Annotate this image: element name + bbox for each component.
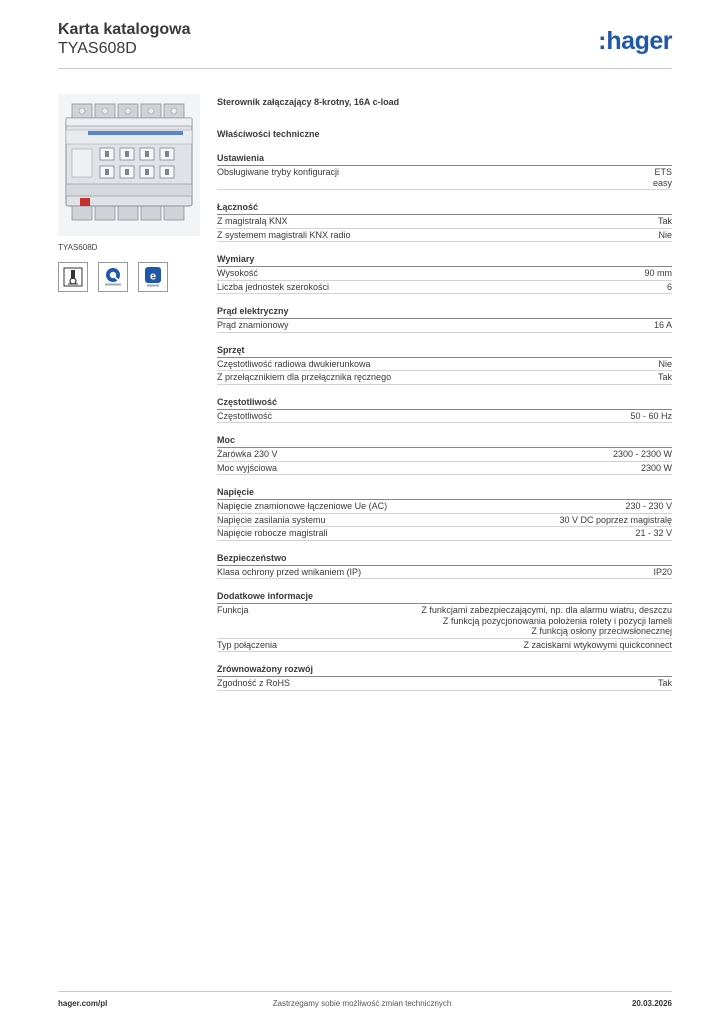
spec-label: Zgodność z RoHS [217, 678, 291, 688]
spec-value-line: Nie [658, 229, 672, 240]
spec-value [658, 216, 672, 227]
spec-section [217, 486, 672, 541]
spec-label: Napięcie zasilania systemu [217, 514, 326, 525]
hager-logo: :hager [598, 27, 672, 55]
spec-section [217, 201, 672, 242]
section-title: Łączność [217, 201, 672, 215]
document-subtitle: TYAS608D [58, 40, 137, 57]
spec-row [217, 281, 672, 295]
spec-label: Prąd znamionowy [217, 320, 289, 330]
spec-section [217, 434, 672, 475]
footer-website: hager.com/pl [58, 999, 108, 1008]
spec-section [217, 396, 672, 424]
spec-row [217, 267, 672, 281]
logo-text: hager [606, 27, 672, 55]
specification-content [217, 96, 672, 702]
section-title: Bezpieczeństwo [217, 552, 672, 566]
product-image [58, 94, 200, 236]
spec-row [217, 358, 672, 372]
spec-value [559, 515, 672, 526]
spec-row [217, 410, 672, 424]
section-title: Wymiary [217, 253, 672, 267]
svg-text:e: e [149, 270, 157, 283]
spec-value [630, 411, 672, 422]
spec-row [217, 500, 672, 514]
document-header [58, 20, 190, 58]
spec-value [523, 640, 672, 651]
spec-value [613, 449, 672, 460]
spec-section [217, 552, 672, 580]
spec-value-line: ETS [654, 167, 672, 177]
spec-value-line: 6 [666, 281, 672, 292]
footer-divider [58, 991, 672, 992]
spec-value [653, 167, 672, 188]
spec-label: Typ połączenia [217, 639, 278, 650]
spec-value [658, 372, 672, 383]
spec-value [641, 463, 672, 474]
easy-icon [138, 262, 168, 292]
knx-switch-actuator-module-icon [58, 94, 200, 236]
spec-row [217, 448, 672, 462]
spec-value [421, 605, 672, 637]
spec-label: Z magistralą KNX [217, 216, 288, 226]
spec-value [658, 359, 672, 370]
document-title: Karta katalogowa [58, 21, 191, 38]
section-title: Napięcie [217, 486, 672, 500]
section-title: Dodatkowe informacje [217, 590, 672, 604]
spec-label: Liczba jednostek szerokości [217, 281, 330, 292]
spec-value-line: 230 - 230 V [625, 501, 672, 511]
spec-value-line: Z funkcjami zabezpieczającymi, np. dla alarmu wiatru, deszczu [421, 605, 672, 615]
spec-label: Z przełącznikiem dla przełącznika ręcznego [217, 372, 392, 382]
spec-row [217, 514, 672, 528]
section-title: Częstotliwość [217, 396, 672, 410]
section-title: Moc [217, 434, 672, 448]
header-divider [58, 68, 672, 69]
spec-value-line: Z zaciskami wtykowymi quickconnect [523, 639, 672, 650]
spec-value-line: 2300 W [640, 462, 672, 473]
spec-value-line: Tak [657, 678, 672, 688]
spec-value-line: Z funkcją pozycjonowania położenia rolety i pozycji lameli [442, 615, 672, 626]
product-code-label: TYAS608D [58, 243, 98, 252]
footer-disclaimer: Zastrzegamy sobie możliwość zmian technicznych [272, 999, 452, 1008]
spec-value-line: Tak [657, 372, 672, 382]
footer-date: 20.03.2026 [631, 999, 672, 1008]
spec-value-line: 21 - 32 V [635, 528, 672, 538]
section-title: Sprzęt [217, 344, 672, 358]
product-badges [58, 262, 168, 292]
spec-value-line: easy [652, 177, 672, 188]
spec-section [217, 663, 672, 691]
spec-label: Częstotliwość radiowa dwukierunkowa [217, 358, 371, 369]
spec-value-line: 16 A [653, 320, 672, 330]
spec-row [217, 215, 672, 229]
spec-section [217, 152, 672, 190]
spec-value-line: 90 mm [644, 268, 672, 278]
quicklink-icon [98, 262, 128, 292]
spec-value [644, 268, 672, 279]
spec-section [217, 590, 672, 652]
spec-row [217, 462, 672, 476]
spec-value [653, 567, 672, 578]
spec-row [217, 639, 672, 653]
spec-section [217, 253, 672, 294]
spec-label: Napięcie robocze magistrali [217, 528, 328, 538]
installation-tool-icon [58, 262, 88, 292]
spec-label: Napięcie znamionowe łączeniowe Ue (AC) [217, 501, 388, 511]
spec-label: Moc wyjściowa [217, 462, 278, 473]
spec-section [217, 344, 672, 385]
section-title: Ustawienia [217, 152, 672, 166]
spec-row [217, 319, 672, 333]
spec-label: Funkcja [217, 605, 249, 615]
spec-value [658, 678, 672, 689]
spec-row [217, 677, 672, 691]
spec-label: Żarówka 230 V [217, 449, 278, 459]
spec-sections [217, 152, 672, 691]
section-title: Zrównoważony rozwój [217, 663, 672, 677]
product-description: Sterownik załączający 8-krotny, 16A c-load [217, 97, 400, 107]
spec-label: Wysokość [217, 268, 258, 278]
spec-label: Częstotliwość [217, 410, 273, 421]
spec-row [217, 604, 672, 639]
technical-properties-title: Właściwości techniczne [217, 129, 320, 139]
spec-label: Klasa ochrony przed wnikaniem (IP) [217, 566, 362, 577]
spec-value [654, 320, 672, 331]
spec-row [217, 371, 672, 385]
spec-value-line: IP20 [653, 566, 672, 577]
spec-section [217, 305, 672, 333]
spec-value-line: Tak [657, 216, 672, 226]
spec-row [217, 566, 672, 580]
spec-value-line: Z funkcją osłony przeciwsłonecznej [531, 626, 672, 636]
spec-value [658, 230, 672, 241]
spec-row [217, 527, 672, 541]
spec-label: Obsługiwane tryby konfiguracji [217, 167, 340, 177]
spec-row [217, 166, 672, 190]
spec-label: Z systemem magistrali KNX radio [217, 229, 351, 240]
spec-value-line: 50 - 60 Hz [630, 410, 672, 421]
spec-value [667, 282, 672, 293]
spec-value [635, 528, 672, 539]
spec-row [217, 229, 672, 243]
spec-value [625, 501, 672, 512]
section-title: Prąd elektryczny [217, 305, 672, 319]
spec-value-line: 30 V DC poprzez magistralę [559, 514, 672, 525]
spec-value-line: 2300 - 2300 W [612, 449, 672, 459]
spec-value-line: Nie [658, 358, 672, 369]
